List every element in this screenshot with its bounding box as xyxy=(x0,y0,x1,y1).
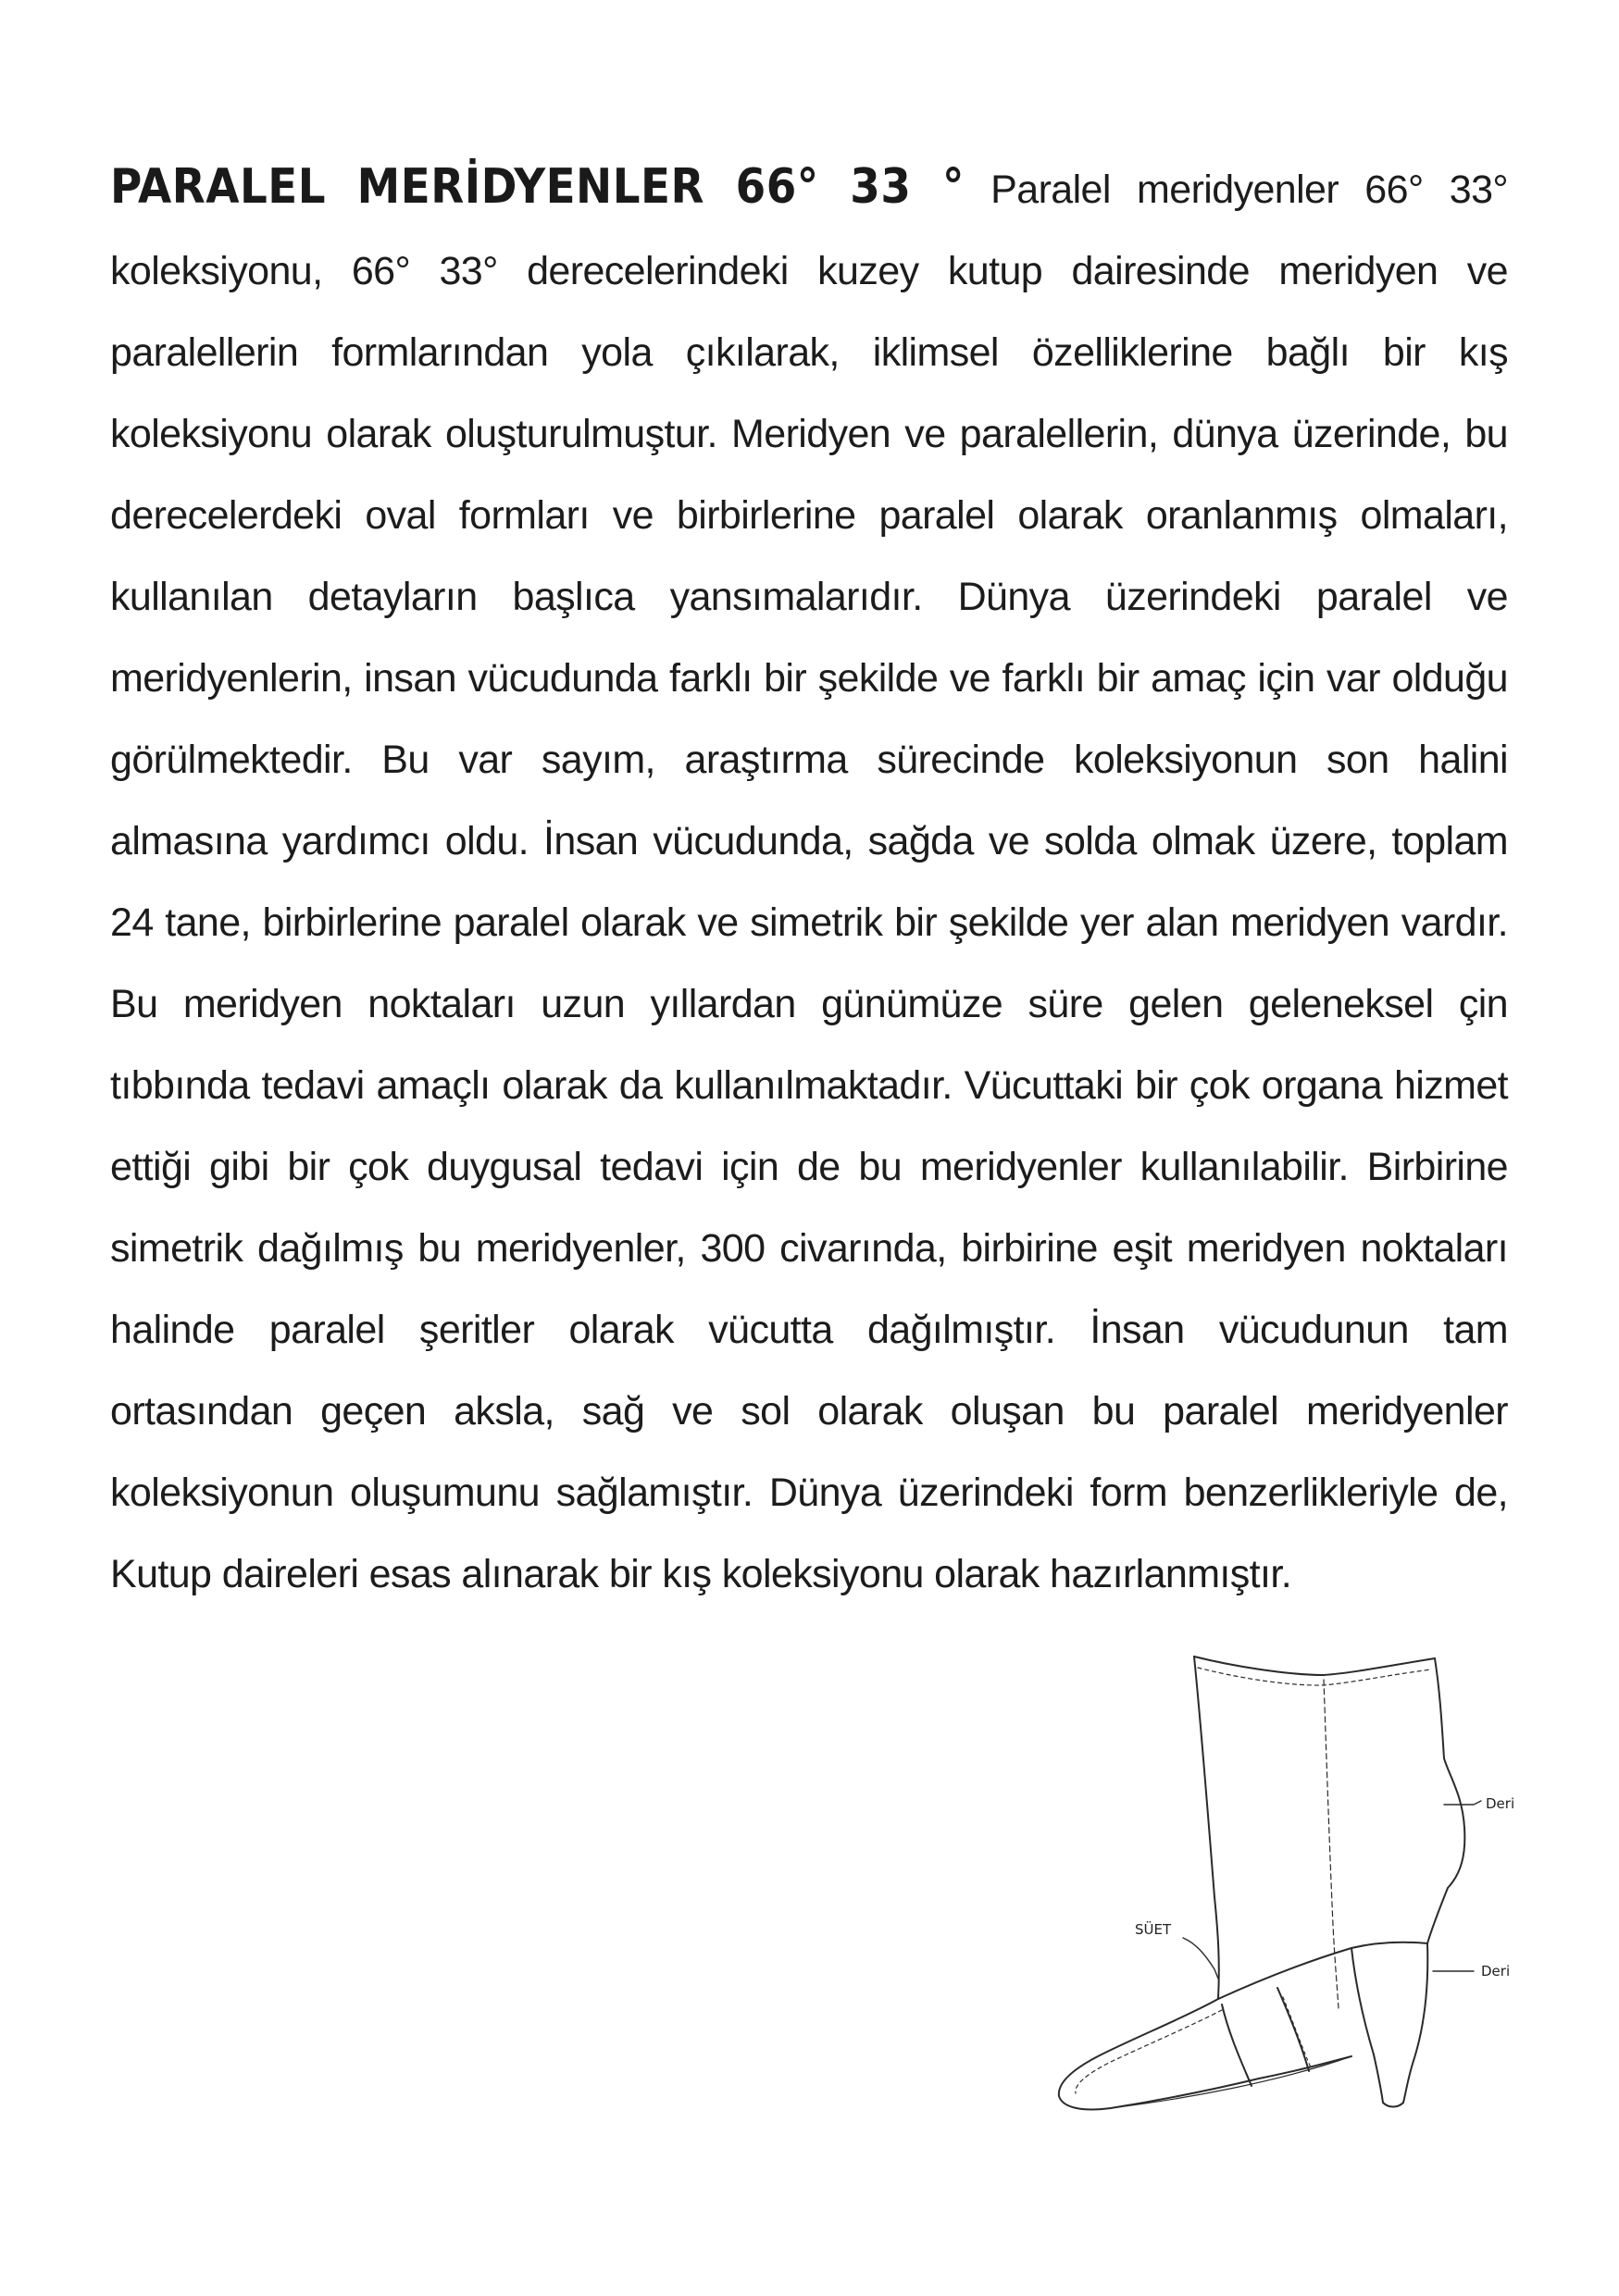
boot-top-edge xyxy=(1194,1657,1435,1675)
boot-center-seam xyxy=(1324,1680,1339,2008)
boot-drawing xyxy=(1000,1629,1592,2221)
leader-deri-upper xyxy=(1444,1801,1481,1805)
label-suet: SÜET xyxy=(1135,1921,1172,1938)
heel-back xyxy=(1403,1943,1427,2103)
suede-panel-seam-2 xyxy=(1277,1988,1309,2071)
boot-sketch xyxy=(1000,1629,1592,2221)
vamp-stitch xyxy=(1076,2010,1222,2093)
heel-front xyxy=(1351,1948,1383,2103)
suede-panel-seam-1 xyxy=(1222,2004,1252,2086)
article-heading: PARALEL MERİDYENLER 66° 33 ° xyxy=(110,159,965,215)
heel-tip xyxy=(1383,2103,1403,2107)
leader-suet xyxy=(1183,1938,1218,1979)
ankle-seam xyxy=(1218,1942,1427,1999)
boot-shaft-front xyxy=(1427,1658,1464,1943)
boot-top-stitch xyxy=(1198,1668,1431,1685)
suede-panel-stitch xyxy=(1283,1997,1311,2067)
article-body: Paralel meridyenler 66° 33° koleksiyonu, 66° 33° derecelerindeki kuzey kutup dairesinde meridyen ve paralellerin formlarından yola çıkılarak, iklimsel özelliklerine bağlı bir kış koleksiyonu olarak oluşturulmuştur. Meridyen ve paralellerin, dünya üzerinde, bu derecelerdeki oval formları ve birbirlerine paralel olarak oranlanmış olmaları, kullanılan detayların başlıca yansımalarıdır. Dünya üzerindeki paralel ve meridyenlerin, insan vücudunda farklı bir şekilde ve farklı bir amaç için var olduğu görülmektedir. Bu var sayım, araştırma sürecinde koleksiyonun son halini almasına yardımcı oldu. İnsan vücudunda, sağda ve solda olmak üzere, toplam 24 tane, birbirlerine paralel olarak ve simetrik bir şekilde yer alan meridyen vardır. Bu meridyen noktaları uzun yıllardan günümüze süre gelen geleneksel çin tıbbında tedavi amaçlı olarak da kullanılmaktadır. Vücuttaki bir çok organa hizmet ettiği gibi bir çok duygusal tedavi için de bu meridyenler kullanılabilir. Birbirine simetrik dağılmış bu meridyenler, 300 civarında, birbirine eşit meridyen noktaları halinde paralel şeritler olarak vücutta dağılmıştır. İnsan vücudunun tam ortasından geçen aksla, sağ ve sol olarak oluşan bu paralel meridyenler koleksiyonun oluşumunu sağlamıştır. Dünya üzerindeki form benzerlikleriyle de, Kutup daireleri esas alınarak bir kış koleksiyonu olarak hazırlanmıştır. xyxy=(110,168,1508,1596)
boot-vamp xyxy=(1059,1999,1351,2109)
label-deri-upper: Deri xyxy=(1486,1795,1515,1812)
label-deri-lower: Deri xyxy=(1481,1963,1511,1980)
article-paragraph xyxy=(110,146,1508,1615)
sole-line xyxy=(1111,2056,1351,2108)
